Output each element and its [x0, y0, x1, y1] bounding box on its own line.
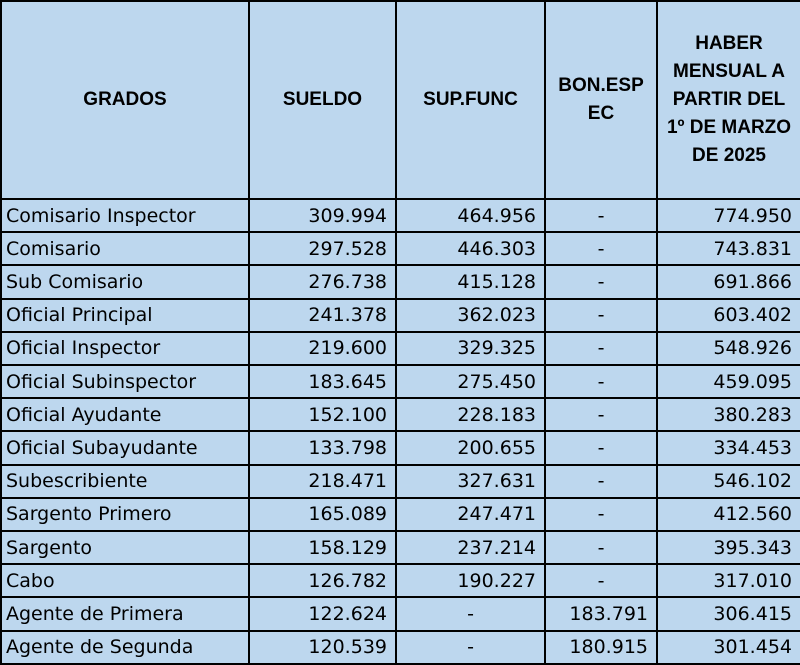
- cell-grado: Subescribiente: [1, 465, 249, 498]
- cell-grado: Sub Comisario: [1, 265, 249, 298]
- cell-grado: Sargento: [1, 531, 249, 564]
- cell-haber-mensual: 412.560: [657, 498, 800, 531]
- cell-bon-esp: -: [545, 465, 657, 498]
- header-grados: GRADOS: [1, 1, 249, 199]
- cell-bon-esp: -: [545, 531, 657, 564]
- cell-haber-mensual: 334.453: [657, 431, 800, 464]
- table-row: [1, 597, 800, 630]
- cell-haber-mensual: 380.283: [657, 398, 800, 431]
- cell-sueldo: 165.089: [249, 498, 396, 531]
- cell-haber-mensual: 774.950: [657, 199, 800, 232]
- cell-haber-mensual: 459.095: [657, 365, 800, 398]
- cell-sueldo: 122.624: [249, 597, 396, 630]
- header-bon-esp: BON.ESP EC: [545, 1, 657, 199]
- table-row: [1, 631, 800, 664]
- cell-bon-esp: 180.915: [545, 631, 657, 664]
- table-row: [1, 564, 800, 597]
- table-row: [1, 398, 800, 431]
- cell-sueldo: 309.994: [249, 199, 396, 232]
- cell-grado: Oficial Subayudante: [1, 431, 249, 464]
- cell-sup-func: 190.227: [396, 564, 545, 597]
- header-sup-func: SUP.FUNC: [396, 1, 545, 199]
- table-row: [1, 199, 800, 232]
- cell-grado: Oficial Ayudante: [1, 398, 249, 431]
- table-row: [1, 265, 800, 298]
- cell-grado: Comisario Inspector: [1, 199, 249, 232]
- cell-bon-esp: -: [545, 332, 657, 365]
- table-body: [1, 199, 800, 664]
- cell-grado: Sargento Primero: [1, 498, 249, 531]
- cell-sueldo: 183.645: [249, 365, 396, 398]
- cell-haber-mensual: 317.010: [657, 564, 800, 597]
- cell-bon-esp: -: [545, 365, 657, 398]
- cell-haber-mensual: 395.343: [657, 531, 800, 564]
- cell-sup-func: 362.023: [396, 299, 545, 332]
- table-row: [1, 365, 800, 398]
- cell-sueldo: 219.600: [249, 332, 396, 365]
- cell-grado: Oficial Subinspector: [1, 365, 249, 398]
- cell-sueldo: 120.539: [249, 631, 396, 664]
- header-row: [1, 1, 800, 199]
- cell-grado: Oficial Principal: [1, 299, 249, 332]
- cell-bon-esp: -: [545, 431, 657, 464]
- cell-grado: Agente de Primera: [1, 597, 249, 630]
- cell-sup-func: 327.631: [396, 465, 545, 498]
- cell-bon-esp: -: [545, 299, 657, 332]
- cell-sup-func: 247.471: [396, 498, 545, 531]
- cell-sup-func: 228.183: [396, 398, 545, 431]
- cell-grado: Oficial Inspector: [1, 332, 249, 365]
- header-sueldo: SUELDO: [249, 1, 396, 199]
- cell-sueldo: 126.782: [249, 564, 396, 597]
- cell-sueldo: 241.378: [249, 299, 396, 332]
- cell-sup-func: 446.303: [396, 232, 545, 265]
- cell-sueldo: 276.738: [249, 265, 396, 298]
- table-row: [1, 531, 800, 564]
- cell-haber-mensual: 546.102: [657, 465, 800, 498]
- cell-haber-mensual: 691.866: [657, 265, 800, 298]
- cell-sup-func: -: [396, 597, 545, 630]
- cell-bon-esp: 183.791: [545, 597, 657, 630]
- cell-haber-mensual: 603.402: [657, 299, 800, 332]
- cell-sueldo: 133.798: [249, 431, 396, 464]
- table-row: [1, 465, 800, 498]
- cell-sueldo: 158.129: [249, 531, 396, 564]
- cell-sueldo: 218.471: [249, 465, 396, 498]
- table-row: [1, 232, 800, 265]
- cell-sueldo: 152.100: [249, 398, 396, 431]
- table-row: [1, 299, 800, 332]
- table-header: [1, 1, 800, 199]
- cell-sup-func: 237.214: [396, 531, 545, 564]
- cell-grado: Comisario: [1, 232, 249, 265]
- table-row: [1, 332, 800, 365]
- cell-bon-esp: -: [545, 232, 657, 265]
- cell-sup-func: -: [396, 631, 545, 664]
- header-haber-mensual: HABER MENSUAL A PARTIR DEL 1º DE MARZO DE 2025: [657, 1, 800, 199]
- table-row: [1, 498, 800, 531]
- cell-haber-mensual: 743.831: [657, 232, 800, 265]
- cell-bon-esp: -: [545, 199, 657, 232]
- cell-sup-func: 415.128: [396, 265, 545, 298]
- cell-sueldo: 297.528: [249, 232, 396, 265]
- cell-sup-func: 200.655: [396, 431, 545, 464]
- cell-sup-func: 275.450: [396, 365, 545, 398]
- cell-haber-mensual: 306.415: [657, 597, 800, 630]
- table-row: [1, 431, 800, 464]
- cell-bon-esp: -: [545, 564, 657, 597]
- cell-sup-func: 464.956: [396, 199, 545, 232]
- cell-bon-esp: -: [545, 398, 657, 431]
- cell-grado: Cabo: [1, 564, 249, 597]
- cell-sup-func: 329.325: [396, 332, 545, 365]
- cell-bon-esp: -: [545, 265, 657, 298]
- cell-bon-esp: -: [545, 498, 657, 531]
- cell-haber-mensual: 548.926: [657, 332, 800, 365]
- cell-grado: Agente de Segunda: [1, 631, 249, 664]
- cell-haber-mensual: 301.454: [657, 631, 800, 664]
